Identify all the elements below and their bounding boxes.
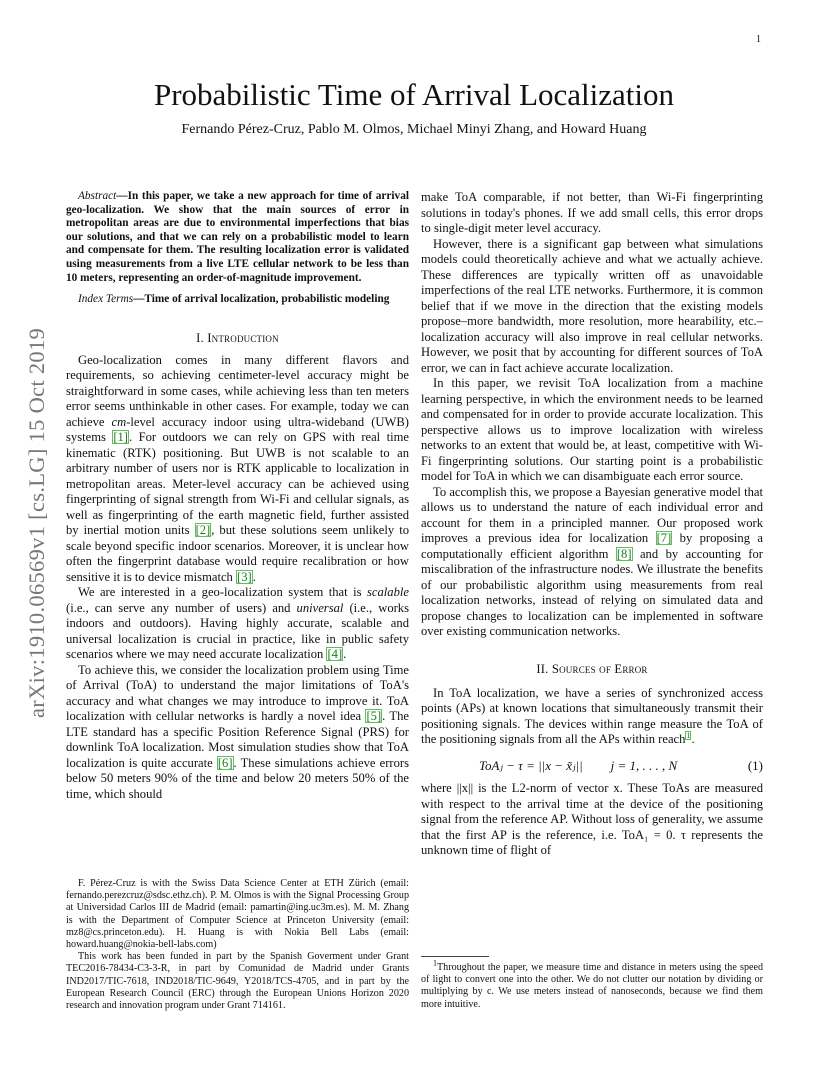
- left-column: [66, 190, 409, 802]
- citation-link[interactable]: [2]: [195, 523, 211, 538]
- author-footnotes: [66, 878, 409, 1012]
- citation-link[interactable]: [8]: [616, 546, 632, 561]
- intro-paragraph-4: make ToA comparable, if not better, than Wi-Fi fingerprinting solutions in today's phones. If we add small cells, this error drops to single-digit meter level accuracy.: [421, 190, 763, 235]
- author-list: Fernando Pérez-Cruz, Pablo M. Olmos, Michael Minyi Zhang, and Howard Huang: [181, 122, 647, 137]
- equation-body: ToAⱼ − τ = ||x − x̃ⱼ|| j = 1, . . . , N: [479, 757, 678, 773]
- section-heading-sources-of-error: II. Sources of Error: [536, 661, 648, 676]
- citation-link[interactable]: [3]: [237, 569, 252, 584]
- equation-1: [479, 758, 763, 774]
- citation-link[interactable]: [4]: [327, 647, 343, 662]
- right-column: [421, 190, 763, 859]
- funding-footnote: This work has been funded in part by the Spanish Goverment under Grant TEC2016-78434-C3-3-R, in part by Comunidad de Madrid under Grants IND2017/TIC-7618, IND2018/TIC-9649, Y2018/TCS-4705, and in part by the European Research Council (ERC) through the European Unions Horizon 2020 research and innovation program under Grant 714161.: [66, 951, 409, 1012]
- intro-paragraph-3: To achieve this, we consider the localization problem using Time of Arrival (ToA) to understand the major limitations of ToA's accuracy and what changes we may introduce to improve it. ToA localization with cellular networks is hardly a novel idea [5]. The LTE standard has a specific Position Reference Signal (PRS) for downlink ToA localization. Most simulation studies show that ToA localization is quite accurate [6]. These simulations achieve errors below 50 meters 90% of the time and below 20 meters 50% of the time, which should: [66, 662, 410, 801]
- arxiv-stamp: arXiv:1910.06569v1 [cs.LG] 15 Oct 2019: [24, 327, 49, 719]
- page-number: 1: [756, 34, 761, 45]
- paper-title: Probabilistic Time of Arrival Localization: [153, 77, 675, 112]
- abstract: Abstract—In this paper, we take a new approach for time of arrival geo-localization. We show that the main sources of error in metropolitan areas are due to environmental imperfections that bias our solutions, and that we can rely on a probabilistic model to learn and compensate for them. The resulting localization error is validated using measurements from a live LTE cellular network to be less than 10 meters, representing an order-of-magnitude improvement.: [66, 190, 409, 284]
- citation-link[interactable]: [1]: [113, 430, 128, 445]
- intro-paragraph-1: Geo-localization comes in many different flavors and requirements, so achieving centimeter-level accuracy might be straightforward in some cases, while achieving less than ten meters error seems unthinkable in other cases. For example, today we can achieve cm-level accuracy indoor using ultra-wideband (UWB) systems [1]. For outdoors we can rely on GPS with real time kinematic (RTK) positioning. But UWB is not scalable to an arbitrary number of users nor is RTK applicable to localization in metropolitan areas. Meter-level accuracy can be achieved using fingerprinting of signal strength from Wi-Fi and cellular signals, as well as fingerprinting of the earth magnetic field, further assisted by inertial motion units [2], but these solutions seem unlikely to scale beyond specific indoor scenarios. Moreover, it is unclear how often the fingerprint database would require recalibration or how sensitive it is to device mismatch [3].: [66, 352, 409, 584]
- index-terms: Index Terms—Time of arrival localization, probabilistic modeling: [78, 293, 390, 306]
- citation-link[interactable]: [7]: [656, 531, 672, 545]
- footnote-rule: [421, 956, 489, 957]
- intro-paragraph-6: In this paper, we revisit ToA localization from a machine learning perspective, in which the environment needs to be learned and compensated for in order to provide accurate localization. This perspective allows us to improve localization with wireless networks to an extent that would be, at least, competitive with Wi-Fi fingerprinting solutions. Our starting point is a probabilistic model for ToA in which we can disambiguate each error source.: [421, 376, 763, 483]
- right-footnote: [421, 958, 763, 1011]
- sources-paragraph-1: In ToA localization, we have a series of synchronized access points (APs) at known locations that simultaneously transmit their positioning signals. The devices within range measure the ToA of the positioning signals from all the APs within reach$^1$.: [421, 685, 763, 746]
- citation-link[interactable]: [6]: [217, 755, 233, 770]
- citation-link[interactable]: [5]: [366, 709, 382, 724]
- intro-paragraph-2: We are interested in a geo-localization system that is scalable (i.e., can serve any number of users) and universal (i.e., works indoors and outdoors). Having highly accurate, scalable and universal localization is crucial in practice, like in public safety scenarios where we may need accurate localization [4].: [66, 585, 410, 662]
- footnote-mark: 1: [433, 958, 437, 968]
- affiliation-footnote: F. Pérez-Cruz is with the Swiss Data Science Center at ETH Zürich (email: fernando.perezcruz@sdsc.ethz.ch). P. M. Olmos is with the Signal Processing Group at Universidad Carlos III de Madrid (email: pamartin@ing.uc3m.es). M. M. Zhang is with the Department of Computer Science at Princeton University (email: mz8@cs.princeton.edu). H. Huang is with Nokia Bell Labs (email: howard.huang@nokia-bell-labs.com): [66, 878, 409, 951]
- equation-number: (1): [747, 757, 763, 773]
- footnote-link[interactable]: 1: [686, 730, 691, 740]
- intro-paragraph-7: To accomplish this, we propose a Bayesian generative model that allows us to understand the nature of each individual error and account for them in a principled manner. Our proposed work improves a previous idea for localization [7] by proposing a computationally efficient algorithm [8] and by accounting for miscalibration of the infrastructure nodes. We illustrate the benefits of our probabilistic algorithm using measurements from real localization networks, instead of relying on simulated data and propose changes to localization can be implemented in software over existing communication networks.: [421, 484, 763, 638]
- intro-paragraph-5: However, there is a significant gap between what simulations models could theoretically achieve and what we actually achieve. These differences are typically written off as unavoidable imperfections of the real LTE networks. Furthermore, it is common belief that if we move in the direction that the existing models propose–more bandwidth, more resolution, more hearability, etc.–localization accuracy will also improve in real cellular networks. However, we posit that by accounting for different sources of ToA error, we can in fact achieve accurate localization.: [421, 236, 763, 375]
- section-heading-introduction: I. Introduction: [196, 330, 279, 345]
- sources-paragraph-2: where ||x|| is the L2-norm of vector x. These ToAs are measured with respect to the arrival time at the device of the positioning signal from the reference AP. Without loss of generality, we assume that the first AP is the reference, i.e. ToA₁ = 0. τ represents the unknown time of flight of: [421, 781, 763, 857]
- footnote-text: Throughout the paper, we measure time and distance in meters using the speed of light to convert one into the other. We do not clutter our notation by dividing or multiplying by c. We use meters instead of nanoseconds, because we find them more intuitive.: [421, 962, 763, 1010]
